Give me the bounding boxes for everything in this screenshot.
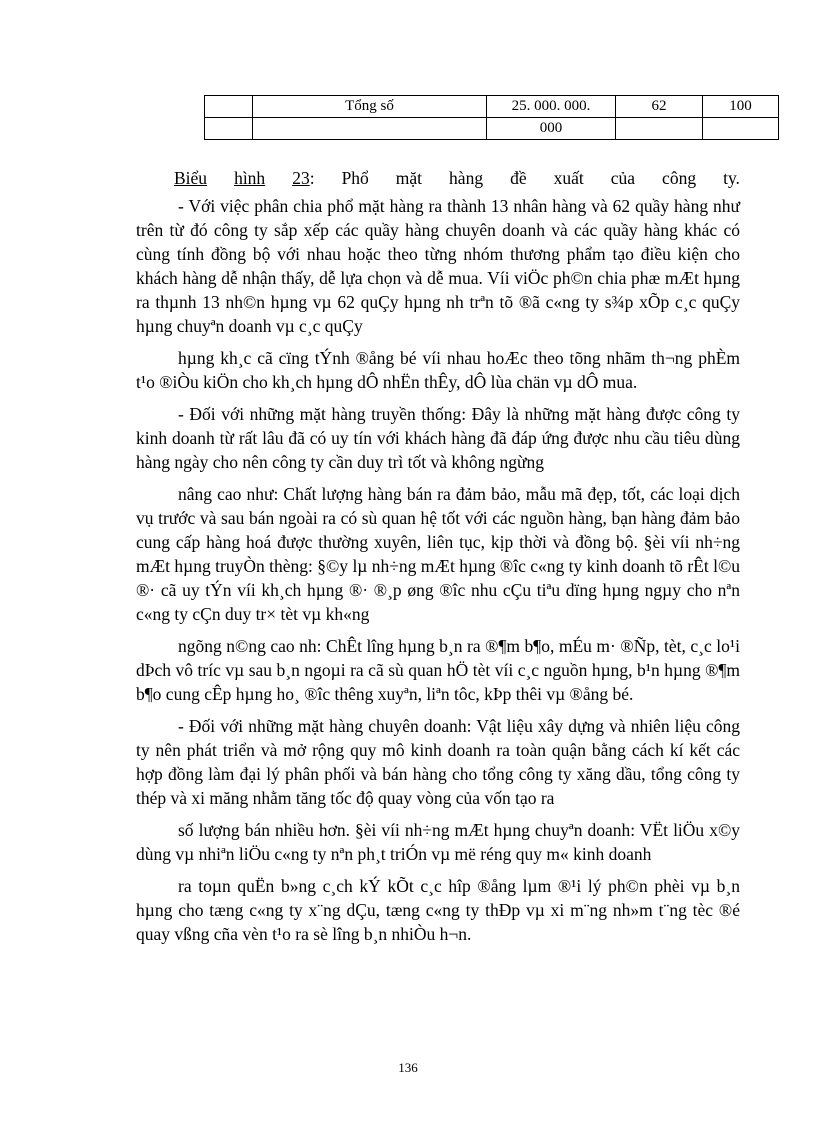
caption-word: : bbox=[309, 168, 315, 188]
table-cell-empty bbox=[205, 96, 253, 118]
paragraph: nâng cao như: Chất lượng hàng bán ra đảm bảo, mẫu mã đẹp, tốt, các loại dịch vụ trước và sau bán ngoài ra có sù quan hệ tốt với các nguồn hàng, bạn hàng đảm bảo cung cấp hàng hoá được thường xuyên, liên tục, kịp thời và đồng bộ. §èi víi nh÷ng mÆt hµng truyÒn thèng: §©y lµ nh÷ng mÆt hµng ®îc c«ng ty kinh doanh tõ rÊt l©u ®· cã uy tÝn víi kh¸ch hµng ®· ®¸p øng ®îc nhu cÇu tiªu dïng hµng ngµy cho nªn c«ng ty cÇn duy tr× tèt vµ kh«ng bbox=[136, 484, 740, 624]
table-cell-empty bbox=[253, 118, 487, 140]
caption-word: công bbox=[662, 168, 697, 188]
table-cell-empty bbox=[703, 118, 779, 140]
paragraph: hµng kh¸c cã cïng tÝnh ®ång bé víi nhau hoÆc theo tõng nhãm th¬ng phÈm t¹o ®iÒu kiÖn cho kh¸ch hµng dÔ nhËn thÊy, dÔ lùa chän vµ dÔ mua. bbox=[136, 348, 740, 392]
paragraph: - Đối với những mặt hàng chuyên doanh: Vật liệu xây dựng và nhiên liệu công ty nên phát triển và mở rộng quy mô kinh doanh ra toàn quận bằng cách kí kết các hợp đồng làm đại lý phân phối và bán hàng cho tổng công ty xăng dầu, tổng công ty thép và xi măng nhằm tăng tốc độ quay vòng của vốn tạo ra bbox=[136, 716, 740, 808]
table-cell-empty bbox=[616, 118, 703, 140]
caption-word: đề bbox=[510, 168, 527, 188]
document-body bbox=[136, 166, 740, 946]
caption-word: của bbox=[610, 168, 636, 188]
paragraph: số lượng bán nhiều hơn. §èi víi nh÷ng mÆt hµng chuyªn doanh: VËt liÖu x©y dùng vµ nhiªn liÖu c«ng ty nªn ph¸t triÓn vµ më réng quy m« kinh doanh bbox=[136, 820, 740, 864]
caption-word: Phổ bbox=[341, 168, 369, 188]
caption-word: ty. bbox=[723, 168, 740, 188]
table-cell-empty bbox=[205, 118, 253, 140]
table-row bbox=[205, 96, 779, 118]
table-row bbox=[205, 118, 779, 140]
paragraph: ngõng n©ng cao nh: ChÊt lîng hµng b¸n ra ®¶m b¶o, mÉu m· ®Ñp, tèt, c¸c lo¹i dÞch vô tríc vµ sau b¸n ngoµi ra cã sù quan hÖ tèt víi c¸c nguồn hµng, b¹n hµng ®¶m b¶o cung cÊp hµng ho¸ ®îc thêng xuyªn, liªn tôc, kÞp thêi vµ ®ång bé. bbox=[136, 636, 740, 704]
caption-word: hàng bbox=[449, 168, 484, 188]
caption-word: mặt bbox=[395, 168, 423, 188]
caption-word: hình bbox=[234, 168, 266, 188]
figure-caption bbox=[136, 166, 740, 190]
summary-table bbox=[204, 95, 779, 140]
total-percent-cell: 100 bbox=[703, 96, 779, 118]
caption-word: Biểu bbox=[174, 168, 208, 188]
total-count-cell: 62 bbox=[616, 96, 703, 118]
amount-continuation-cell: 000 bbox=[487, 118, 616, 140]
paragraph: - Đối với những mặt hàng truyền thống: Đây là những mặt hàng được công ty kinh doanh từ rất lâu đã có uy tín với khách hàng đã đáp ứng được nhu cầu tiêu dùng hàng ngày cho nên công ty cần duy trì tốt và không ngừng bbox=[136, 404, 740, 472]
paragraph: ra toµn quËn b»ng c¸ch kÝ kÕt c¸c hîp ®ång lµm ®¹i lý ph©n phèi vµ b¸n hµng cho tæng c«ng ty x¨ng dÇu, tæng c«ng ty thÐp vµ xi m¨ng nh»m t¨ng tèc ®é quay vßng cña vèn t¹o ra sè lîng b¸n nhiÒu h¬n. bbox=[136, 876, 740, 944]
paragraph: - Với việc phân chia phổ mặt hàng ra thành 13 nhân hàng và 62 quầy hàng như trên từ đó công ty sắp xếp các quầy hàng chuyên doanh và các quầy hàng khác có cùng tính đồng bộ với nhau hoặc theo từng nhóm thương phẩm tạo điều kiện cho khách hàng dễ nhận thấy, dễ lựa chọn và dễ mua. Víi viÖc ph©n chia phæ mÆt hµng ra thµnh 13 nh©n hµng vµ 62 quÇy hµng nh trªn tõ ®ã c«ng ty s¾p xÕp c¸c quÇy hµng chuyªn doanh vµ c¸c quÇy bbox=[136, 196, 740, 336]
caption-word: xuất bbox=[553, 168, 584, 188]
total-amount-cell: 25. 000. 000. bbox=[487, 96, 616, 118]
total-label-cell: Tổng số bbox=[253, 96, 487, 118]
page-number: 136 bbox=[398, 1060, 418, 1075]
caption-word: 23 bbox=[292, 168, 310, 188]
